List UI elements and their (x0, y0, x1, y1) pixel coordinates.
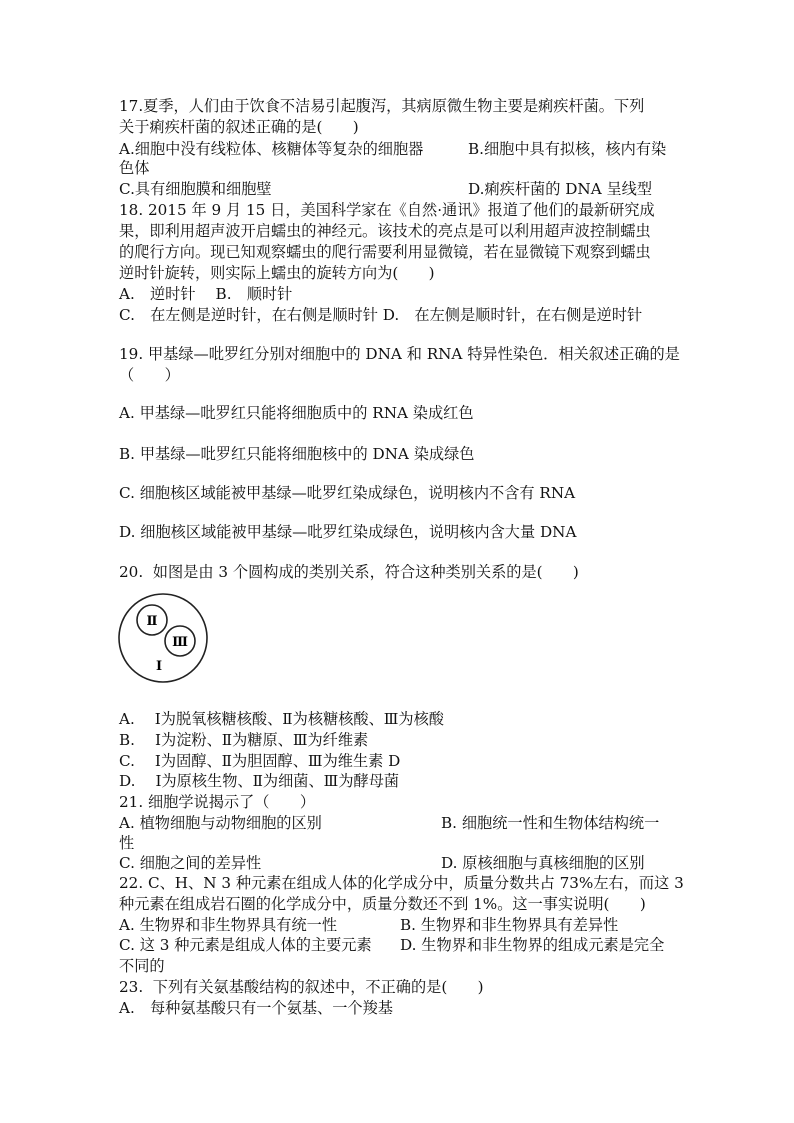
q17-option-a: A.细胞中没有线粒体、核糖体等复杂的细胞器 (119, 140, 424, 158)
q23-stem: 23. 下列有关氨基酸结构的叙述中，不正确的是( ) (119, 978, 484, 996)
q21-option-b: B. 细胞统一性和生物体结构统一 (441, 814, 660, 832)
q23-option-a: A. 每种氨基酸只有一个氨基、一个羧基 (119, 999, 393, 1017)
q18-options-ab: A. 逆时针 B. 顺时针 (119, 285, 293, 303)
q19-option-a: A. 甲基绿—吡罗红只能将细胞质中的 RNA 染成红色 (119, 404, 474, 422)
q18-stem-line2: 果，即利用超声波开启蠕虫的神经元。该技术的亮点是可以利用超声波控制蠕虫 (119, 222, 651, 240)
q17-option-b: B.细胞中具有拟核，核内有染 (468, 140, 667, 158)
q22-stem-line1: 22. C、H、N 3 种元素在组成人体的化学成分中，质量分数共占 73%左右，而这 3 (119, 874, 684, 892)
q18-stem-line1: 18. 2015 年 9 月 15 日，美国科学家在《自然·通讯》报道了他们的最新研究成 (119, 201, 655, 219)
q18-options-cd: C. 在左侧是逆时针，在右侧是顺时针 D. 在左侧是顺时针，在右侧是逆时针 (119, 306, 643, 324)
q21-option-d: D. 原核细胞与真核细胞的区别 (441, 854, 645, 872)
q21-option-b-cont: 性 (119, 834, 135, 852)
q20-option-a: A. Ⅰ为脱氧核糖核酸、Ⅱ为核糖核酸、Ⅲ为核酸 (119, 710, 444, 728)
q17-stem-line2: 关于痢疾杆菌的叙述正确的是( ) (119, 118, 359, 136)
q19-option-c: C. 细胞核区域能被甲基绿—吡罗红染成绿色，说明核内不含有 RNA (119, 484, 576, 502)
q21-option-a: A. 植物细胞与动物细胞的区别 (119, 814, 322, 832)
q20-stem: 20. 如图是由 3 个圆构成的类别关系，符合这种类别关系的是( ) (119, 563, 579, 581)
q18-stem-line3: 的爬行方向。现已知观察蠕虫的爬行需要利用显微镜，若在显微镜下观察到蠕虫 (119, 243, 651, 261)
q17-option-d: D.痢疾杆菌的 DNA 呈线型 (468, 180, 653, 198)
three-circle-diagram (117, 590, 209, 685)
q17-stem-line1: 17.夏季，人们由于饮食不洁易引起腹泻，其病原微生物主要是痢疾杆菌。下列 (119, 97, 645, 115)
q19-stem-line2: （ ） (119, 366, 180, 384)
q20-option-b: B. Ⅰ为淀粉、Ⅱ为糖原、Ⅲ为纤维素 (119, 731, 369, 749)
q22-option-d-cont: 不同的 (119, 957, 165, 975)
q21-option-c: C. 细胞之间的差异性 (119, 854, 262, 872)
q22-option-a: A. 生物界和非生物界具有统一性 (119, 916, 338, 934)
q17-option-b-cont: 色体 (119, 159, 150, 177)
q22-option-d: D. 生物界和非生物界的组成元素是完全 (400, 936, 665, 954)
label-right: Ⅲ (172, 635, 188, 650)
q19-stem-line1: 19. 甲基绿—吡罗红分别对细胞中的 DNA 和 RNA 特异性染色．相关叙述正确的是 (119, 345, 680, 363)
outer-circle (119, 594, 207, 682)
q19-option-d: D. 细胞核区域能被甲基绿—吡罗红染成绿色，说明核内含大量 DNA (119, 523, 577, 541)
q20-option-c: C. Ⅰ为固醇、Ⅱ为胆固醇、Ⅲ为维生素 D (119, 752, 401, 770)
q18-stem-line4: 逆时针旋转，则实际上蠕虫的旋转方向为( ) (119, 264, 435, 282)
q22-option-b: B. 生物界和非生物界具有差异性 (400, 916, 619, 934)
q19-option-b: B. 甲基绿—吡罗红只能将细胞核中的 DNA 染成绿色 (119, 445, 475, 463)
q22-stem-line2: 种元素在组成岩石圈的化学成分中，质量分数还不到 1%。这一事实说明( ) (119, 895, 646, 913)
label-left: Ⅱ (146, 614, 158, 629)
q22-option-c: C. 这 3 种元素是组成人体的主要元素 (119, 936, 372, 954)
q20-option-d: D. Ⅰ为原核生物、Ⅱ为细菌、Ⅲ为酵母菌 (119, 772, 400, 790)
label-outer: Ⅰ (155, 659, 163, 674)
q21-stem: 21. 细胞学说揭示了（ ） (119, 793, 316, 811)
q17-option-c: C.具有细胞膜和细胞壁 (119, 180, 272, 198)
